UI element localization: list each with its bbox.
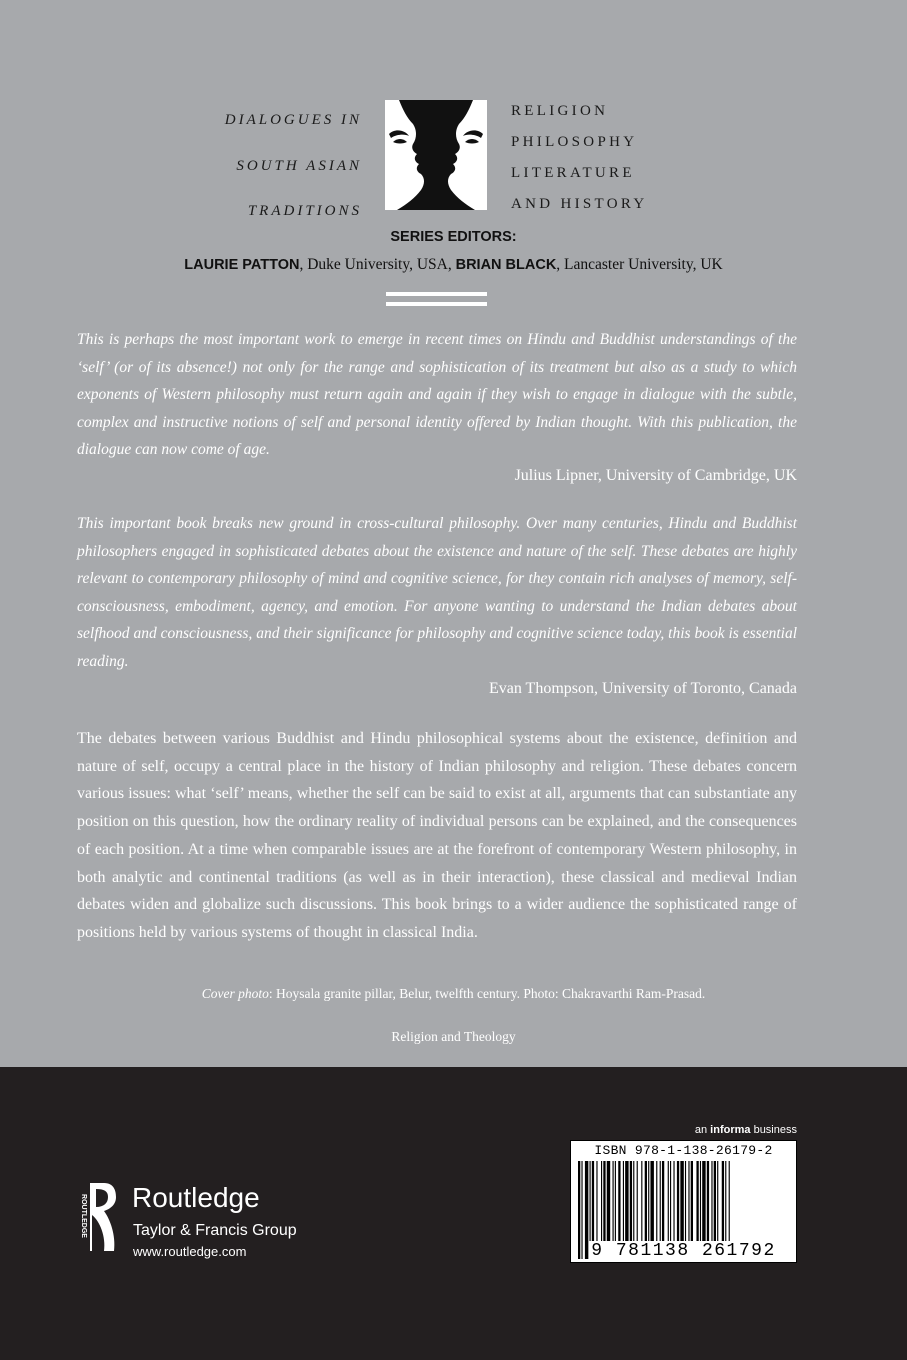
publisher-url[interactable]: www.routledge.com bbox=[133, 1244, 247, 1259]
endorsement-attribution: Evan Thompson, University of Toronto, Canada bbox=[488, 680, 797, 697]
logo-vertical-text: ROUTLEDGE bbox=[80, 1194, 87, 1238]
series-left-line: TRADITIONS bbox=[247, 203, 362, 219]
series-right-line: RELIGION bbox=[511, 103, 609, 119]
divider-rule bbox=[386, 292, 487, 296]
informa-brand: informa bbox=[710, 1124, 751, 1136]
subject-category: Religion and Theology bbox=[391, 1029, 516, 1044]
series-right-line: LITERATURE bbox=[511, 165, 635, 181]
series-right-line: PHILOSOPHY bbox=[511, 134, 638, 150]
publisher-name: Routledge bbox=[132, 1182, 260, 1213]
endorsement-quote: This is perhaps the most important work to emerge in recent times on Hindu and Buddhist understandings of the ‘self’ (or of its absence!) not only for the range and sophistication of its treatment but also as a study to which exponents of Western philosophy must return again and again if they wish to engage in dialogue with the subtle, complex and instructive notions of self and personal identity offered by Indian thought. With this publication, the dialogue can now come of age. bbox=[77, 331, 797, 458]
series-left-line: SOUTH ASIAN bbox=[236, 157, 362, 174]
endorsement-attribution: Julius Lipner, University of Cambridge, UK bbox=[514, 467, 797, 484]
cover-photo-credit bbox=[0, 986, 907, 1002]
cover-credit-label: Cover photo bbox=[201, 986, 269, 1001]
editor-affiliation: , Lancaster University, UK bbox=[556, 256, 723, 273]
series-editors-heading: SERIES EDITORS: bbox=[390, 229, 517, 245]
editor-name: BRIAN BLACK bbox=[455, 257, 557, 273]
isbn-text: ISBN 978-1-138-26179-2 bbox=[594, 1143, 773, 1158]
routledge-r-icon bbox=[74, 1181, 116, 1251]
informa-prefix: an bbox=[694, 1124, 711, 1136]
endorsement-quote: This important book breaks new ground in cross-cultural philosophy. Over many centuries, Hindu and Buddhist philosophers engaged in sophisticated debates about the existence and nature of the self. These debates are highly relevant to contemporary philosophy of mind and cognitive science, for they contain rich analyses of memory, self-consciousness, embodiment, agency, and emotion. For anyone wanting to understand the Indian debates about selfhood and consciousness, and their significance for philosophy and cognitive science today, this book is essential reading. bbox=[77, 515, 797, 670]
divider-rule bbox=[386, 302, 487, 306]
editor-affiliation: , Duke University, USA, bbox=[299, 256, 456, 273]
series-name-left bbox=[180, 98, 362, 235]
series-editors-line bbox=[0, 256, 907, 274]
informa-tagline bbox=[640, 1124, 797, 1136]
ean-digits bbox=[571, 1241, 796, 1261]
series-right-line: AND HISTORY bbox=[511, 196, 648, 212]
series-name-right bbox=[511, 96, 711, 220]
book-description: The debates between various Buddhist and Hindu philosophical systems about the existence, definition and nature of self, occupy a central place in the history of Indian philosophy and religion. These debates concern various issues: what ‘self’ means, whether the self can be said to exist at all, arguments that can substantiate any position on this question, how the ordinary reality of individual persons can be explained, and the consequences of each position. At a time when comparable issues are at the forefront of contemporary Western philosophy, in both analytic and continental traditions (as well as in their interaction), these classical and medieval Indian debates widen and globalize such discussions. This book brings to a wider audience the sophisticated range of positions held by various systems of thought in classical India. bbox=[77, 730, 797, 941]
editor-name: LAURIE PATTON bbox=[184, 257, 300, 273]
series-left-line: DIALOGUES IN bbox=[224, 112, 362, 128]
ean-digits-text: 9 781138 261792 bbox=[591, 1241, 776, 1261]
isbn-barcode bbox=[570, 1140, 797, 1263]
publisher-group: Taylor & Francis Group bbox=[133, 1222, 297, 1239]
informa-suffix: business bbox=[750, 1124, 797, 1136]
cover-credit-text: : Hoysala granite pillar, Belur, twelfth century. Photo: Chakravarthi Ram-Prasad. bbox=[268, 986, 706, 1001]
faces-vase-icon bbox=[385, 100, 487, 210]
